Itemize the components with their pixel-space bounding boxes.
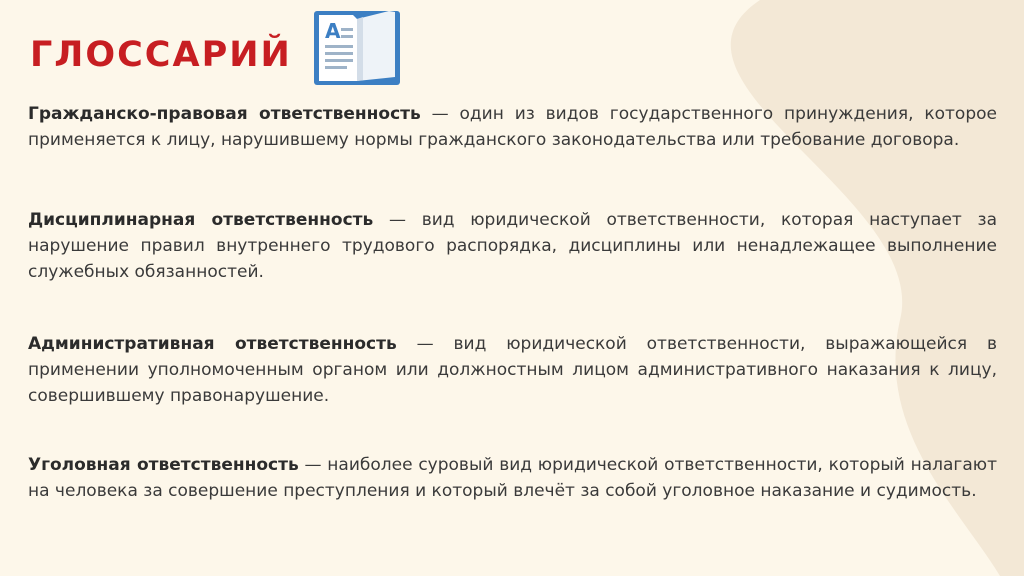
page-title: ГЛОССАРИЙ [30, 35, 292, 75]
glossary-entry-criminal [28, 452, 997, 504]
glossary-term: Уголовная ответственность [28, 455, 299, 475]
svg-text:A: A [325, 19, 341, 43]
glossary-definition: — один из видов государственного принуждения, которое применяется к лицу, нарушившему нормы гражданского законодательства или требование договора. [28, 104, 997, 150]
glossary-term: Дисциплинарная ответственность [28, 210, 374, 230]
glossary-term: Административная ответственность [28, 334, 397, 354]
glossary-term: Гражданско-правовая ответственность [28, 104, 421, 124]
glossary-definition: — вид юридической ответственности, которая наступает за нарушение правил внутреннего трудового распорядка, дисциплины или ненадлежащее выполнение служебных обязанностей. [28, 210, 997, 282]
document-icon [311, 8, 403, 88]
glossary-definition: — вид юридической ответственности, выражающейся в применении уполномоченным органом или должностным лицом административного наказания к лицу, совершившему правонарушение. [28, 334, 997, 406]
glossary-entry-civil [28, 101, 997, 153]
glossary-entry-administrative [28, 331, 997, 409]
glossary-entry-disciplinary [28, 207, 997, 285]
glossary-definition: — наиболее суровый вид юридической ответственности, который налагают на человека за совершение преступления и который влечёт за собой уголовное наказание и судимость. [28, 455, 997, 501]
